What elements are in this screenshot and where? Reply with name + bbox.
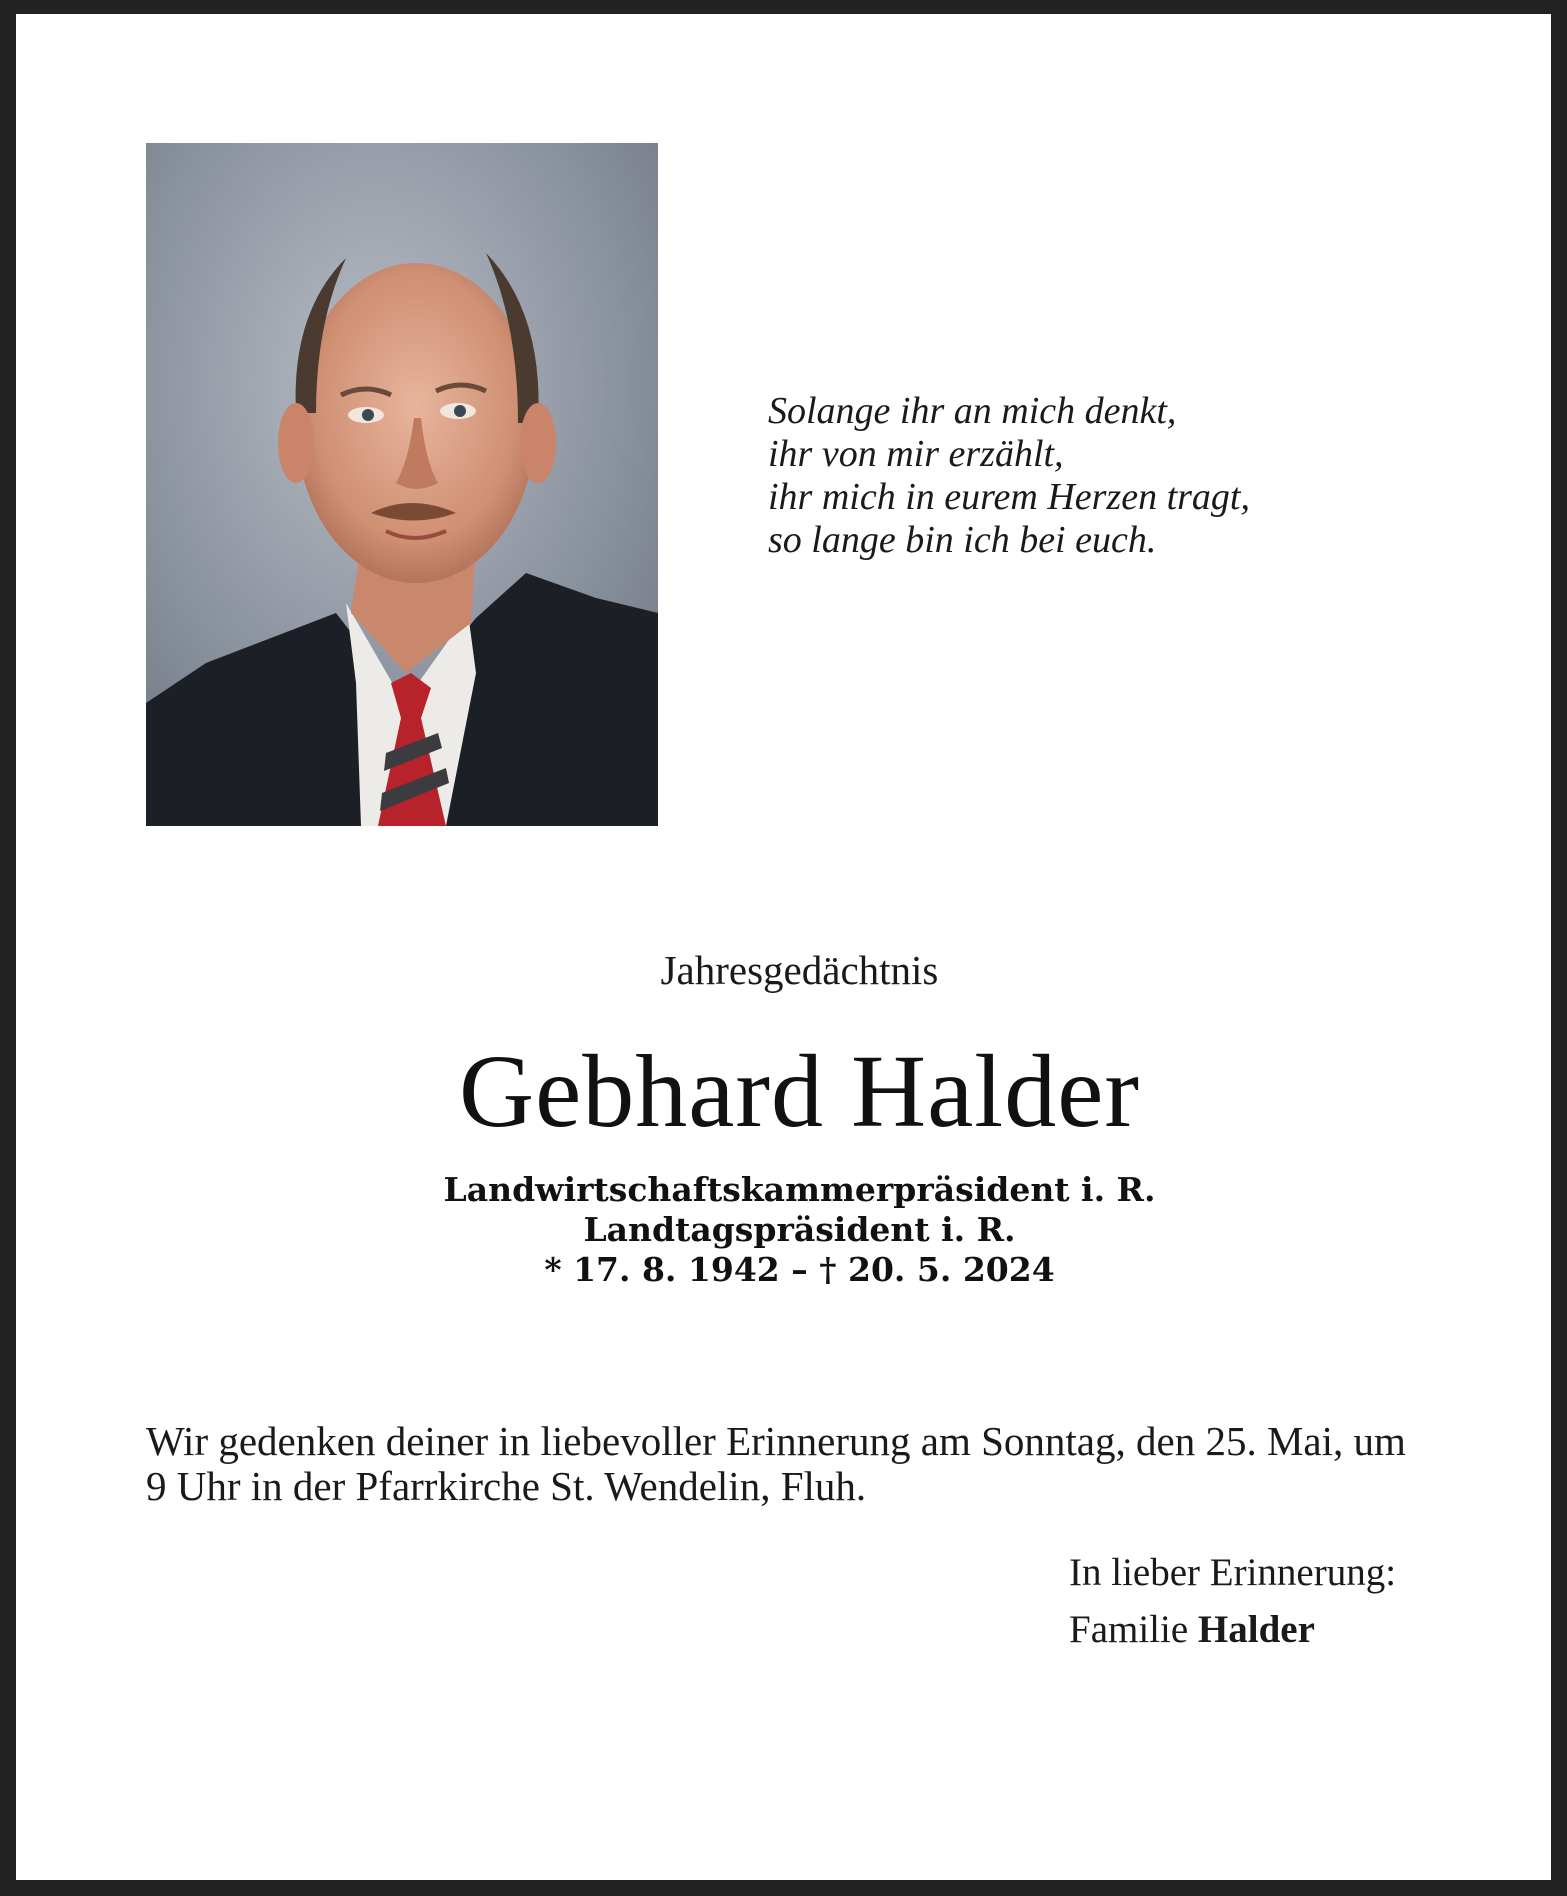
portrait-photo	[146, 143, 658, 826]
title-line-2: Landtagspräsident i. R.	[583, 1210, 1016, 1249]
deceased-name: Gebhard Halder	[458, 1034, 1140, 1149]
family-name: Halder	[1197, 1608, 1315, 1651]
memorial-service-text	[146, 1419, 1466, 1509]
memorial-poem	[768, 390, 1408, 562]
family-line	[1069, 1601, 1396, 1658]
poem-line: ihr mich in eurem Herzen tragt,	[768, 476, 1250, 518]
title-line-1: Landwirtschaftskammerpräsident i. R.	[443, 1170, 1156, 1209]
deceased-titles	[16, 1170, 1567, 1290]
family-prefix: Familie	[1069, 1608, 1189, 1651]
poem-line: ihr von mir erzählt,	[768, 433, 1064, 475]
message-line-1: Wir gedenken deiner in liebevoller Erinnerung am Sonntag, den 25. Mai, um	[146, 1418, 1406, 1464]
poem-line: Solange ihr an mich denkt,	[768, 390, 1177, 432]
life-dates: * 17. 8. 1942 – † 20. 5. 2024	[544, 1250, 1055, 1289]
poem-line: so lange bin ich bei euch.	[768, 519, 1157, 561]
signoff-line: In lieber Erinnerung:	[1069, 1551, 1397, 1594]
family-signoff	[1069, 1544, 1396, 1658]
anniversary-heading: Jahresgedächtnis	[660, 947, 939, 993]
message-line-2: 9 Uhr in der Pfarrkirche St. Wendelin, Fluh.	[146, 1463, 867, 1509]
